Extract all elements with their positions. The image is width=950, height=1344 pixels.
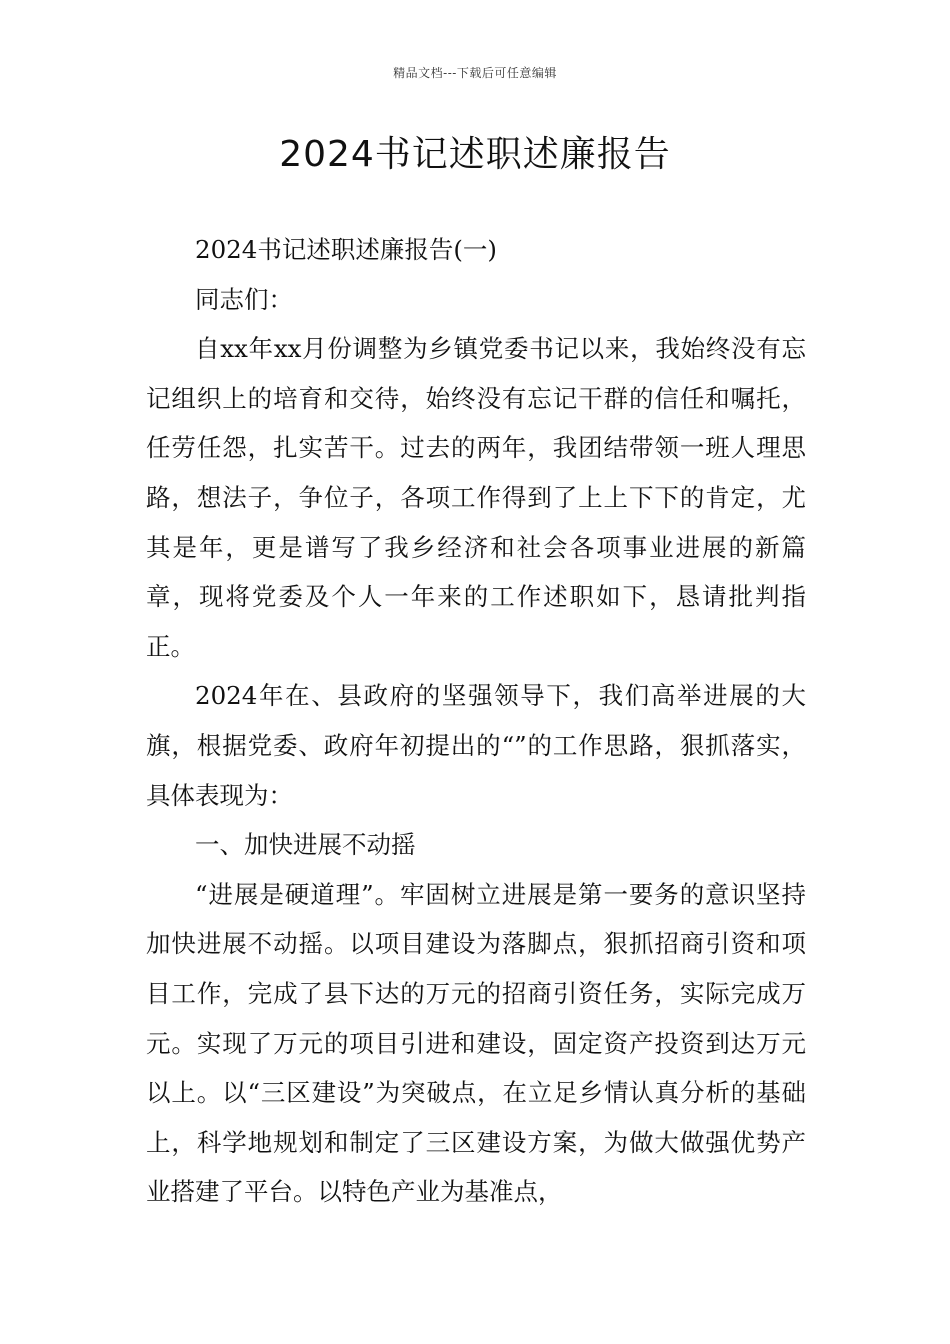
header-note: 精品文档---下载后可任意编辑 bbox=[393, 66, 557, 80]
document-body bbox=[146, 225, 806, 1217]
section-heading-1: 一、加快进展不动摇 bbox=[195, 830, 416, 860]
paragraph-development: “进展是硬道理”。牢固树立进展是第一要务的意识坚持加快进展不动摇。以项目建设为落脚点，狠抓招商引资和项目工作，完成了县下达的万元的招商引资任务，实际完成万元。实现了万元的项目引进和建设，固定资产投资到达万元以上。以“三区建设”为突破点，在立足乡情认真分析的基础上，科学地规划和制定了三区建设方案，为做大做强优势产业搭建了平台。以特色产业为基准点， bbox=[146, 879, 806, 1207]
paragraph-intro: 自xx年xx月份调整为乡镇党委书记以来，我始终没有忘记组织上的培育和交待，始终没有忘记干群的信任和嘱托，任劳任怨，扎实苦干。过去的两年，我团结带领一班人理思路，想法子，争位子，各项工作得到了上上下下的肯定，尤其是年，更是谱写了我乡经济和社会各项事业进展的新篇章，现将党委及个人一年来的工作述职如下，恳请批判指正。 bbox=[146, 334, 806, 661]
paragraph-overview: 2024年在、县政府的坚强领导下，我们高举进展的大旗，根据党委、政府年初提出的“”的工作思路，狠抓落实，具体表现为： bbox=[146, 681, 806, 810]
paragraph-subtitle: 2024书记述职述廉报告(一) bbox=[195, 235, 497, 264]
paragraph-salutation: 同志们： bbox=[195, 284, 293, 314]
document-title: 2024书记述职述廉报告 bbox=[279, 134, 671, 175]
